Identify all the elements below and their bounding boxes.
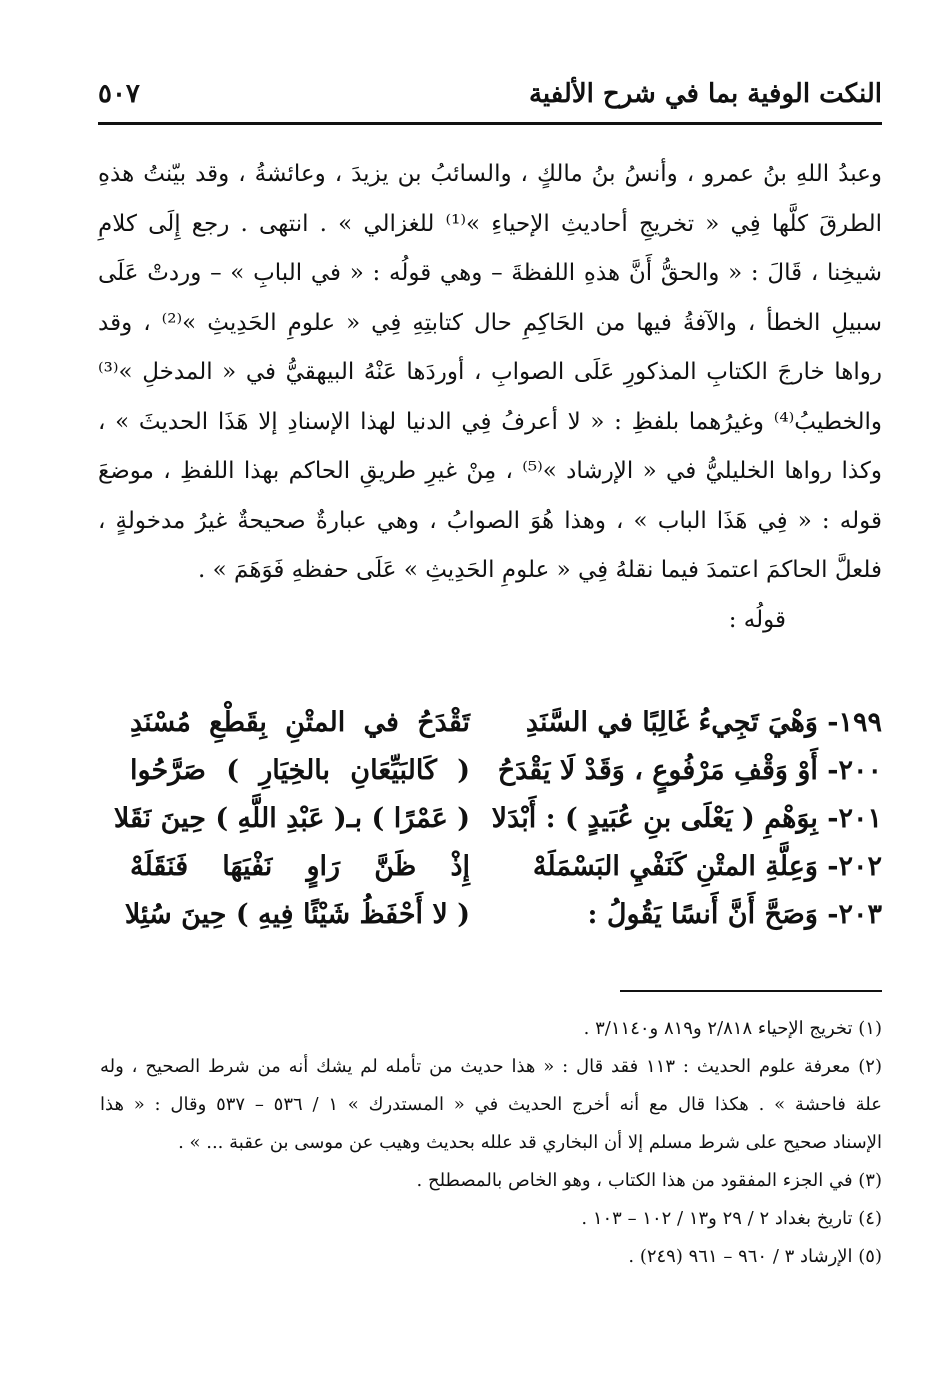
footnote: (١) تخريج الإحياء ٢/٨١٨ و٨١٩ و٣/١١٤٠ . [583,1018,882,1039]
verse-second-hemistich: ( لا أَحْفَظُ شَيْئًا فِيهِ ) حِينَ سُئِلا [124,898,470,930]
verse-line [130,698,882,746]
footnote: (٥) الإرشاد ٣ / ٩٦٠ – ٩٦١ (٢٤٩) . [628,1246,882,1267]
text-line: وكذا رواها الخليليُّ في « الإرشاد »⁽⁵⁾ ، مِنْ غيرِ طريقِ الحاكم بهذا اللفظِ ، موضعَ [98,458,882,484]
footnote: (٢) معرفة علوم الحديث : ١١٣ فقد قال : « هذا حديث من تأمله لم يشك أنه من شرط الصحيح ، وله [100,1056,882,1077]
verse-first-hemistich: ٢٠٠- أَوْ وَقْفِ مَرْفُوعٍ ، وَقَدْ لَا يَقْدَحُ [497,754,882,786]
verse-first-hemistich: ٢٠٢- وَعِلَّةِ المتْنِ كَنَفْيِ البَسْمَلَهْ [532,850,882,882]
main-text [98,150,882,645]
text-line: الطرقَ كلَّها فِي « تخريجِ أحاديثِ الإحياءِ »⁽¹⁾ للغزالي » . انتهى . رجع إِلَى كلامِ [98,210,882,237]
text-line: قوله : « فِي هَذَا الباب » ، وهذا هُوَ الصوابُ ، وهي عبارةٌ صحيحةٌ غيرُ مدخولةٍ ، [98,507,882,534]
text-line: فلعلَّ الحاكمَ اعتمدَ فيما نقلهُ فِي « علومِ الحَدِيثِ » عَلَى حفظهِ فَوَهَمَ » . [198,557,882,583]
verse-second-hemistich: تَقْدَحُ في المتْنِ بِقَطْعِ مُسْنَدِ [130,706,470,738]
footnote-continuation: الإسناد صحيح على شرط مسلم إلا أن البخاري قد علله بحديث وهيب عن موسى بن عقبة ... » . [178,1132,882,1153]
footnote-continuation: علة فاحشة » . هكذا قال مع أنه أخرج الحديث في « المستدرك » ١ / ٥٣٦ – ٥٣٧ وقال : « هذا [100,1094,882,1115]
footnote-separator [620,990,882,992]
text-line: والخطيبُ⁽⁴⁾ وغيرُهما بلفظِ : « لا أعرفُ فِي الدنيا لهذا الإسنادِ إلا هَذَا الحديثَ » ، [98,408,882,435]
verse-second-hemistich: ( عَمْرًا ) بـ( عَبْدِ اللَّهِ ) حِينَ نَقَلا [113,802,470,834]
verse-first-hemistich: ٢٠٣- وَصَحَّ أَنَّ أَنسًا يَقُولُ : [587,898,882,930]
verse-line [130,746,882,794]
text-line: شيخِنا ، قَالَ : « والحقُّ أَنَّ هذهِ اللفظةَ – وهي قولُه : « في البابِ » – وردتْ عَلَى [98,260,882,286]
verse-block [113,698,882,938]
verse-line [130,842,882,890]
footnotes [100,1010,882,1276]
page-header [98,66,882,125]
verse-second-hemistich: إِذْ ظَنَّ رَاوٍ نَفْيَهَا فَنَقَلَهْ [130,850,470,882]
verse-line [124,890,882,938]
text-line: سبيلِ الخطأ ، والآفةُ فيها من الحَاكِمِ حال كتابتِهِ فِي « علومِ الحَدِيثِ »⁽²⁾ ، وقد [98,309,882,336]
footnote: (٣) في الجزء المفقود من هذا الكتاب ، وهو الخاص بالمصطلح . [416,1170,882,1191]
verse-first-hemistich: ٢٠١- بِوَهْمِ ( يَعْلَى بنِ عُبَيدٍ ) : أَبْدَلا [491,802,882,834]
text-line: وعبدُ اللهِ بنُ عمرو ، وأنسُ بنُ مالكٍ ، والسائبُ بن يزيدَ ، وعائشةُ ، وقد بيّنتُ هذهِ [98,161,882,187]
verse-first-hemistich: ١٩٩- وَهْيَ تَجِيءُ غَالِبًا في السَّنَدِ [525,706,882,738]
footnote: (٤) تاريخ بغداد ٢ / ٢٩ و١٣ / ١٠٢ – ١٠٣ . [581,1208,882,1229]
verse-second-hemistich: ( كَالبَيِّعَانِ بالخِيَارِ ) صَرَّحُوا [130,754,470,786]
verse-line [113,794,882,842]
text-line: رواها خارجَ الكتابِ المذكورِ عَلَى الصوابِ ، أوردَها عَنْهُ البيهقيُّ في « المدخلِ »⁽³⁾ [98,359,883,385]
page-number: ٥٠٧ [98,79,140,109]
quote-label: قولُه : [728,606,786,633]
running-title: النكت الوفية بما في شرح الألفية [528,79,882,109]
